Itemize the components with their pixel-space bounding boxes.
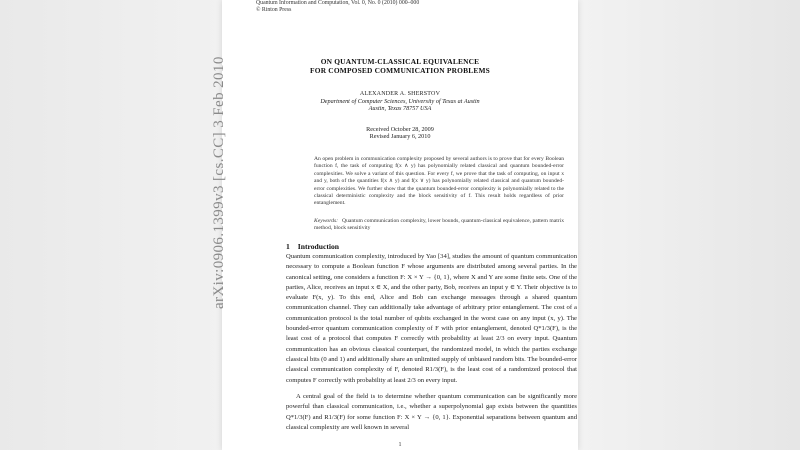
keywords-text: Quantum communication complexity, lower bounds, quantum-classical equivalence, pattern matrix method, block sensitivity: [314, 218, 564, 232]
keywords-block: [314, 218, 564, 233]
abstract: An open problem in communication complexity proposed by several authors is to prove that for every Boolean function f, the task of computing f(x ∧ y) has polynomially related classical and quantum bounded-error complexities. We solve a variant of this question. For every f, we prove that the task of computing, on input x and y, both of the quantities f(x ∧ y) and f(x ∨ y) has polynomially related classical and quantum bounded-error complexities. We further show that the quantum bounded-error complexity is polynomially related to the classical deterministic complexity and the block sensitivity of f. This result holds regardless of prior entanglement.: [314, 156, 564, 207]
paragraph-2: A central goal of the field is to determine whether quantum communication can be significantly more powerful than classical communication, i.e., whether a superpolynomial gap exists between the quantities Q*1/3(F) and R1/3(F) for some function F: X × Y → {0, 1}. Exponential separations between quantum and classical complexity are well known in several: [286, 393, 577, 431]
paper-title-line-2: FOR COMPOSED COMMUNICATION PROBLEMS: [310, 66, 490, 75]
paragraph-1: Quantum communication complexity, introduced by Yao [34], studies the amount of quantum communication necessary to compute a Boolean function F whose arguments are distributed among several parties. In the canonical setting, one considers a function F: X × Y → {0, 1}, where X and Y are some finite sets. One of the parties, Alice, receives an input x ∈ X, and the other party, Bob, receives an input y ∈ Y. Their objective is to evaluate F(x, y). To this end, Alice and Bob can exchange messages through a shared quantum communication channel. They can additionally take advantage of arbitrary prior entanglement. The cost of a communication protocol is the total number of qubits exchanged in the worst case on any input (x, y). The bounded-error quantum communication complexity of F with prior entanglement, denoted Q*1/3(F), is the least cost of a protocol that computes F correctly with probability at least 2/3 on every input. Quantum communication has an obvious classical counterpart, the randomized model, in which the parties exchange classical bits (0 and 1) and additionally share an unlimited supply of unbiased random bits. The bounded-error classical communication complexity of F, denoted R1/3(F), is the least cost of a randomized protocol that computes F correctly with probability at least 2/3 on every input.: [286, 253, 577, 384]
section-number: 1: [286, 242, 290, 251]
keywords-label: Keywords:: [314, 218, 339, 224]
right-margin-background: [578, 0, 800, 450]
left-margin-background: [0, 0, 222, 450]
revised-date: Revised January 6, 2010: [369, 133, 431, 140]
section-title: Introduction: [297, 242, 340, 251]
author-affiliation: Department of Computer Sciences, University of Texas at Austin: [320, 98, 480, 105]
section-heading: [286, 242, 339, 251]
author-name: ALEXANDER A. SHERSTOV: [359, 91, 441, 97]
press-header: © Rinton Press: [256, 7, 292, 13]
author-address: Austin, Texas 78757 USA: [368, 105, 432, 112]
arxiv-identifier-stamp: arXiv:0906.1399v3 [cs.CC] 3 Feb 2010: [211, 56, 227, 309]
page-number: 1: [398, 442, 402, 448]
received-date: Received October 28, 2009: [366, 126, 434, 133]
paper-title-line-1: ON QUANTUM-CLASSICAL EQUIVALENCE: [320, 57, 480, 66]
journal-header: Quantum Information and Computation, Vol. 0, No. 0 (2010) 000–000: [256, 0, 420, 6]
